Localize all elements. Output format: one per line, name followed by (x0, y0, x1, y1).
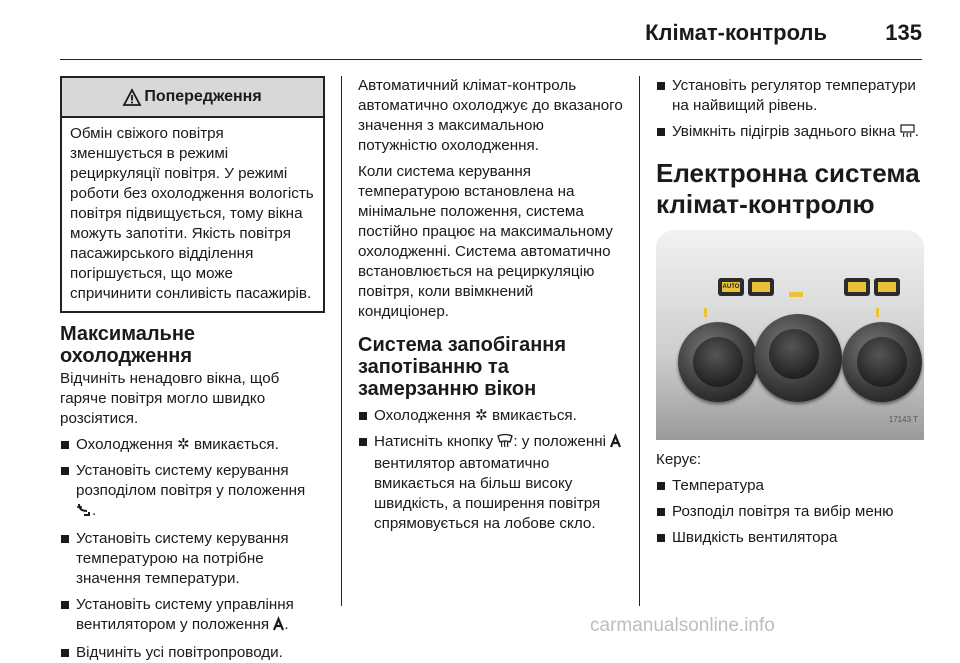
air-distribution-knob (754, 314, 842, 402)
climate-control-panel-image (656, 230, 924, 440)
recirculation-button (748, 278, 774, 296)
page-title: Клімат-контроль (645, 20, 827, 45)
column-divider (341, 76, 342, 606)
panel-marker (789, 292, 803, 297)
list-item: Швидкість вентилятора (656, 528, 924, 548)
warning-text: Обмін свіжого повітря зменшується в режимі рециркуляції повітря. У режимі роботи без охолодження вологість повітря підвищується, тому вікна можуть запотіти. Якість повітря пасажирського відділення погіршується, що може спричинити сонливість пасажирів. (70, 125, 314, 302)
section-heading-defog: Система запобігання запотіванню та замерзанню вікон (358, 334, 567, 400)
section-heading-electronic-climate: Електронна система клімат-контролю (656, 158, 920, 219)
temperature-knob (678, 322, 758, 402)
windshield-defrost-icon (497, 434, 513, 454)
warning-triangle-icon (123, 89, 141, 106)
page-header (60, 14, 922, 60)
list-item: Охолодження ✲ вмикається. (60, 435, 325, 455)
panel-marker (876, 308, 879, 317)
column-right (656, 76, 924, 548)
paragraph: Коли система керування температурою встановлена на мінімальне положення, система постійно працює на максимальному охолодженні. Система автоматично встановлюється на рециркуляцію повітря, коли ввімкнений кондиціонер. (358, 163, 613, 320)
list-item: Відчиніть усі повітропроводи. (60, 643, 325, 663)
auto-a-icon (273, 617, 284, 637)
warning-title: Попередження (144, 88, 262, 105)
warning-box (60, 76, 325, 313)
column-left (60, 76, 325, 663)
image-code: 17143 T (888, 415, 918, 424)
watermark: carmanualsonline.info (590, 615, 775, 636)
column-middle (358, 76, 626, 534)
list-item: Установіть систему керування температурою на потрібне значення температури. (60, 529, 325, 589)
defog-list (358, 406, 626, 534)
list-item: Увімкніть підігрів заднього вікна . (656, 122, 924, 144)
paragraph: Автоматичний клімат-контроль автоматично охолоджує до вказаного значення з максимальною потужністю охолодження. (358, 77, 623, 154)
rear-window-heater-icon (900, 124, 915, 144)
list-item: Натисніть кнопку : у положенні вентилятор автоматично вмикається на більш високу швидкість, а поширення повітря спрямовується на лобове скло. (358, 432, 626, 534)
column-divider (639, 76, 640, 606)
defrost-button (844, 278, 870, 296)
list-item: Установіть систему керування розподілом повітря у положення . (60, 461, 325, 523)
air-distribution-foot-icon (76, 503, 92, 523)
panel-marker (704, 308, 707, 317)
fan-speed-knob (842, 322, 922, 402)
list-item: Розподіл повітря та вибір меню (656, 502, 924, 522)
list-item: Охолодження ✲ вмикається. (358, 406, 626, 426)
list-item: Установіть регулятор температури на найвищий рівень. (656, 76, 924, 116)
max-cooling-list (60, 435, 325, 663)
rear-heater-button (874, 278, 900, 296)
list-item: Температура (656, 476, 924, 496)
controls-label: Керує: (656, 451, 702, 468)
max-cooling-intro: Відчиніть ненадовго вікна, щоб гаряче повітря могло швидко розсіятися. (60, 370, 280, 427)
temperature-list (656, 76, 924, 144)
list-item: Установіть систему управління вентилятором у положення . (60, 595, 325, 637)
auto-a-icon (610, 434, 621, 454)
warning-header (62, 78, 323, 118)
page-number: 135 (885, 20, 922, 45)
controls-list (656, 476, 924, 548)
auto-button: AUTO (718, 278, 744, 296)
section-heading-max-cooling: Максимальне охолодження (60, 323, 196, 367)
